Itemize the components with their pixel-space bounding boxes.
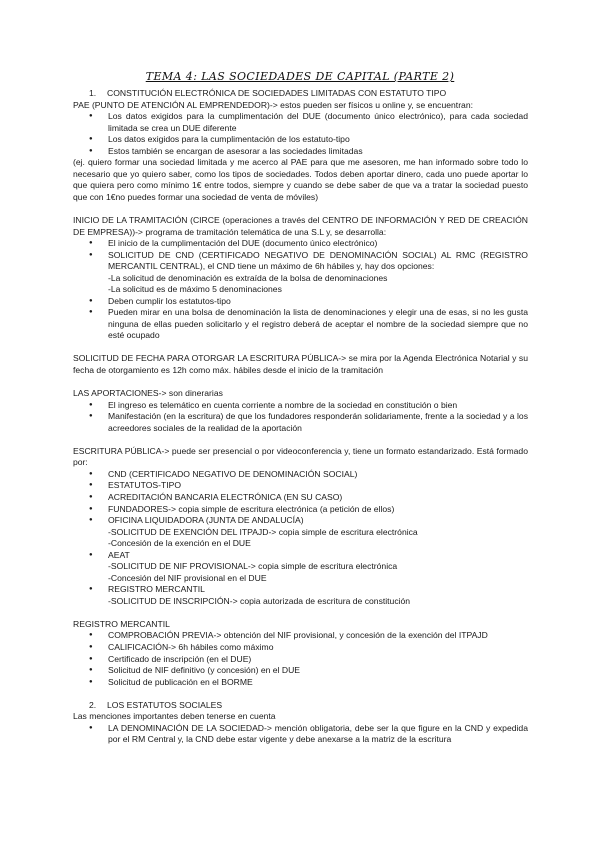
list-item: ● LA DENOMINACIÓN DE LA SOCIEDAD-> mención obligatoria, debe ser la que figure en la CND y expedida por el RM Central y, la CND debe estar vigente y debe anexarse a la matriz de la escritura — [73, 723, 528, 746]
list-item: ● El inicio de la cumplimentación del DUE (documento único electrónico) — [73, 238, 528, 250]
list-item — [73, 550, 528, 585]
sub-item: -SOLICITUD DE INSCRIPCIÓN-> copia autorizada de escritura de constitución — [108, 595, 411, 606]
list-item: ● El ingreso es telemático en cuenta corriente a nombre de la sociedad en constitución o bien — [73, 400, 528, 412]
inicio-list — [73, 238, 528, 342]
list-item: ● Manifestación (en la escritura) de que los fundadores responderán solidariamente, frente a la sociedad y a los acreedores sociales de la realidad de la aportación — [73, 411, 528, 434]
document-body — [73, 88, 528, 746]
list-item — [73, 584, 528, 607]
section-2-heading — [73, 700, 528, 712]
list-item: ● Pueden mirar en una bolsa de denominación la lista de denominaciones y elegir una de esas, si no les gusta ninguna de ellas pueden solicitarlo y el registro deberá de aceptar el nombre de la sociedad siempre que no esté ocupado — [73, 307, 528, 342]
aportaciones-list — [73, 400, 528, 435]
sub-item: -Concesión del NIF provisional en el DUE — [108, 572, 267, 583]
section-2-number: 2. — [89, 699, 97, 710]
inicio-paragraph: INICIO DE LA TRAMITACIÓN (CIRCE (operaciones a través del CENTRO DE INFORMACIÓN Y RED DE CREACIÓN DE EMPRESA))-> programa de tramitación telemática de una S.L y, se desarrolla: — [73, 214, 528, 237]
sub-item: -SOLICITUD DE EXENCIÓN DEL ITPAJD-> copia simple de escritura electrónica — [108, 526, 418, 537]
list-item: ● CND (CERTIFICADO NEGATIVO DE DENOMINACIÓN SOCIAL) — [73, 469, 528, 481]
section-2-title: LOS ESTATUTOS SOCIALES — [107, 699, 223, 710]
sub-item: -La solicitud de denominación es extraída de la bolsa de denominaciones — [108, 272, 388, 283]
oficina-text: OFICINA LIQUIDADORA (JUNTA DE ANDALUCÍA) — [108, 515, 304, 526]
section-1-number: 1. — [89, 88, 97, 98]
sub-item: -SOLICITUD DE NIF PROVISIONAL-> copia simple de escritura electrónica — [108, 561, 398, 572]
estatutos-list — [73, 723, 528, 746]
example-paragraph: (ej. quiero formar una sociedad limitada y me acerco al PAE para que me asesoren, me han informado sobre todo lo necesario que yo quiero saber, como los tipos de sociedades. Todos deben aportar dinero, cada uno puede aportar lo que quiera pero como mínimo 1€ entre todos, siempre y cuando se debe saber de que va a tratar la sociedad puesto que con 1€no puedes formar una sociedad de venta de móviles) — [73, 157, 528, 202]
list-item: ● Solicitud de NIF definitivo (y concesión) en el DUE — [73, 665, 528, 677]
list-item: ● Los datos exigidos para la cumplimentación del DUE (documento único electrónico), para cada sociedad limitada se crea un DUE diferente — [73, 111, 528, 134]
list-item: ● Solicitud de publicación en el BORME — [73, 677, 528, 689]
pae-list — [73, 111, 528, 157]
escritura-list — [73, 469, 528, 608]
aeat-text: AEAT — [108, 549, 130, 560]
page-title: TEMA 4: LAS SOCIEDADES DE CAPITAL (PARTE 2) — [145, 70, 455, 83]
sub-item: -La solicitud es de máximo 5 denominaciones — [108, 284, 282, 295]
list-item: ● Los datos exigidos para la cumplimentación de los estatuto-tipo — [73, 134, 528, 146]
registro-heading: REGISTRO MERCANTIL — [73, 618, 170, 629]
list-item: ● Certificado de inscripción (en el DUE) — [73, 654, 528, 666]
section-1-heading — [73, 88, 528, 100]
escritura-paragraph: ESCRITURA PÚBLICA-> puede ser presencial o por videoconferencia y, tiene un formato estandarizado. Está formado por: — [73, 445, 528, 468]
list-item — [73, 250, 528, 296]
list-item: ● COMPROBACIÓN PREVIA-> obtención del NIF provisional, y concesión de la exención del ITPAJD — [73, 630, 528, 642]
aportaciones-heading: LAS APORTACIONES-> son dinerarias — [73, 388, 223, 399]
registro-list — [73, 630, 528, 688]
fecha-paragraph: SOLICITUD DE FECHA PARA OTORGAR LA ESCRITURA PÚBLICA-> se mira por la Agenda Electrónica Notarial y su fecha de otorgamiento es 12h como máx. hábiles desde el inicio de la tramitación — [73, 353, 528, 376]
cnd-request-text: SOLICITUD DE CND (CERTIFICADO NEGATIVO DE DENOMINACIÓN SOCIAL) AL RMC (REGISTRO MERCANTIL CENTRAL), el CND tiene un máximo de 6h hábiles y, hay dos opciones: — [108, 249, 528, 272]
list-item: ● ACREDITACIÓN BANCARIA ELECTRÓNICA (EN SU CASO) — [73, 492, 528, 504]
list-item — [73, 515, 528, 550]
list-item: ● CALIFICACIÓN-> 6h hábiles como máximo — [73, 642, 528, 654]
pae-paragraph: PAE (PUNTO DE ATENCIÓN AL EMPRENDEDOR)-> estos pueden ser físicos u online y, se encuentran: — [73, 99, 473, 110]
list-item: ● Estos también se encargan de asesorar a las sociedades limitadas — [73, 146, 528, 158]
list-item: ● FUNDADORES-> copia simple de escritura electrónica (a petición de ellos) — [73, 504, 528, 516]
list-item: ● ESTATUTOS-TIPO — [73, 480, 528, 492]
registro-text: REGISTRO MERCANTIL — [108, 584, 205, 595]
list-item: ● Deben cumplir los estatutos-tipo — [73, 296, 528, 308]
sub-item: -Concesión de la exención en el DUE — [108, 538, 251, 549]
section-2-intro: Las menciones importantes deben tenerse en cuenta — [73, 711, 276, 722]
section-1-title: CONSTITUCIÓN ELECTRÓNICA DE SOCIEDADES LIMITADAS CON ESTATUTO TIPO — [107, 88, 447, 98]
